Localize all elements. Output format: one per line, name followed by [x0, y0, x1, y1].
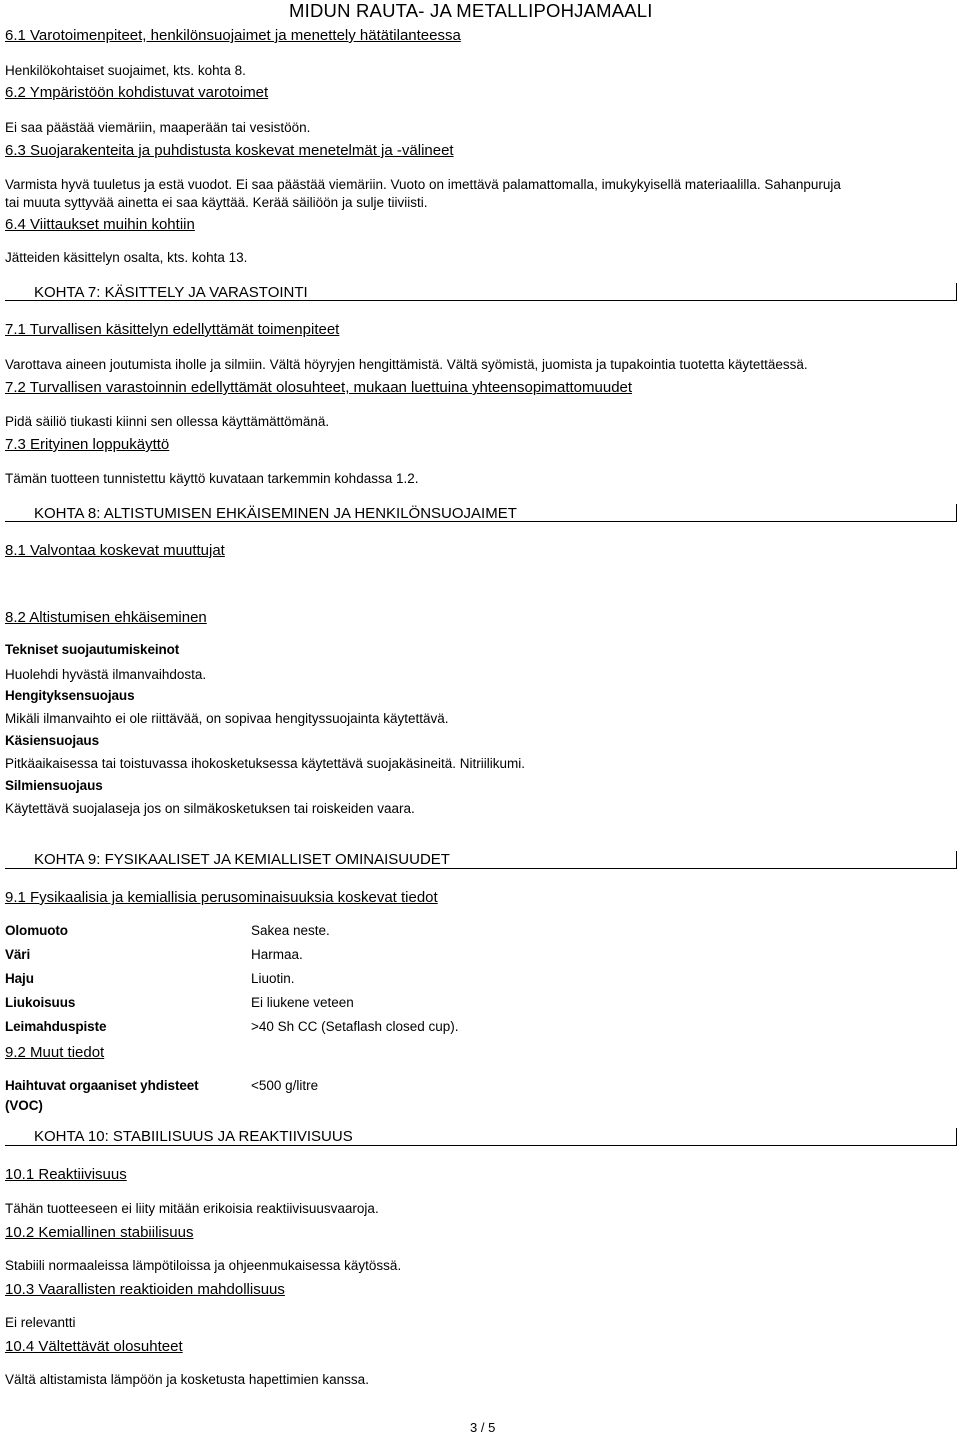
- heading-10-4: 10.4 Vältettävät olosuhteet: [5, 1338, 183, 1355]
- heading-6-3: 6.3 Suojarakenteita ja puhdistusta koskevat menetelmät ja -välineet: [5, 142, 454, 159]
- property-value: Ei liukene veteen: [251, 995, 354, 1010]
- heading-9-1: 9.1 Fysikaalisia ja kemiallisia perusominaisuuksia koskevat tiedot: [5, 889, 438, 906]
- section-10-title: KOHTA 10: STABIILISUUS JA REAKTIIVISUUS: [34, 1128, 353, 1145]
- property-label: Olomuoto: [5, 923, 68, 938]
- voc-label-abbrev: (VOC): [5, 1098, 43, 1113]
- text-10-4: Vältä altistamista lämpöön ja kosketusta hapettimien kanssa.: [5, 1372, 369, 1387]
- label-hand-protection: Käsiensuojaus: [5, 733, 99, 748]
- section-7-title: KOHTA 7: KÄSITTELY JA VARASTOINTI: [34, 284, 308, 301]
- label-respiratory-protection: Hengityksensuojaus: [5, 688, 135, 703]
- property-label: Leimahduspiste: [5, 1019, 107, 1034]
- heading-10-3: 10.3 Vaarallisten reaktioiden mahdollisuus: [5, 1281, 285, 1298]
- heading-7-3: 7.3 Erityinen loppukäyttö: [5, 436, 170, 453]
- property-value: >40 Sh CC (Setaflash closed cup).: [251, 1019, 459, 1034]
- text-6-1: Henkilökohtaiset suojaimet, kts. kohta 8.: [5, 63, 246, 78]
- property-label: Väri: [5, 947, 31, 962]
- voc-label: Haihtuvat orgaaniset yhdisteet: [5, 1078, 199, 1093]
- text-7-2: Pidä säiliö tiukasti kiinni sen ollessa käyttämättömänä.: [5, 414, 330, 429]
- heading-7-2: 7.2 Turvallisen varastoinnin edellyttämät olosuhteet, mukaan luettuina yhteensopimattomuudet: [5, 379, 633, 396]
- text-technical-measures: Huolehdi hyvästä ilmanvaihdosta.: [5, 667, 207, 682]
- heading-8-2: 8.2 Altistumisen ehkäiseminen: [5, 609, 207, 626]
- heading-10-2: 10.2 Kemiallinen stabiilisuus: [5, 1224, 194, 1241]
- text-respiratory-protection: Mikäli ilmanvaihto ei ole riittävää, on sopivaa hengityssuojainta käytettävä.: [5, 711, 449, 726]
- text-7-3: Tämän tuotteen tunnistettu käyttö kuvataan tarkemmin kohdassa 1.2.: [5, 471, 419, 486]
- text-10-1: Tähän tuotteeseen ei liity mitään erikoisia reaktiivisuusvaaroja.: [5, 1201, 379, 1216]
- heading-6-4: 6.4 Viittaukset muihin kohtiin: [5, 216, 195, 233]
- property-value: Sakea neste.: [251, 923, 330, 938]
- text-6-3-line1: Varmista hyvä tuuletus ja estä vuodot. Ei saa päästää viemäriin. Vuoto on imettävä palamattomalla, imukykyisellä materiaalilla. Sahanpuruja: [5, 177, 841, 192]
- heading-10-1: 10.1 Reaktiivisuus: [5, 1166, 127, 1183]
- page-number: 3 / 5: [470, 1420, 496, 1435]
- document-title: MIDUN RAUTA- JA METALLIPOHJAMAALI: [289, 0, 653, 21]
- text-eye-protection: Käytettävä suojalaseja jos on silmäkosketuksen tai roiskeiden vaara.: [5, 801, 415, 816]
- voc-value: <500 g/litre: [251, 1078, 319, 1093]
- label-technical-measures: Tekniset suojautumiskeinot: [5, 642, 180, 657]
- text-6-2: Ei saa päästää viemäriin, maaperään tai vesistöön.: [5, 120, 311, 135]
- text-hand-protection: Pitkäaikaisessa tai toistuvassa ihokosketuksessa käytettävä suojakäsineitä. Nitriilikumi.: [5, 756, 525, 771]
- label-eye-protection: Silmiensuojaus: [5, 778, 103, 793]
- text-10-2: Stabiili normaaleissa lämpötiloissa ja ohjeenmukaisessa käytössä.: [5, 1258, 402, 1273]
- property-value: Liuotin.: [251, 971, 295, 986]
- text-6-3-line2: tai muuta syttyvää ainetta ei saa käyttää. Kerää säiliöön ja sulje tiiviisti.: [5, 195, 428, 210]
- section-9-title: KOHTA 9: FYSIKAALISET JA KEMIALLISET OMINAISUUDET: [34, 851, 450, 868]
- property-label: Liukoisuus: [5, 995, 76, 1010]
- section-8-title: KOHTA 8: ALTISTUMISEN EHKÄISEMINEN JA HENKILÖNSUOJAIMET: [34, 505, 517, 522]
- property-label: Haju: [5, 971, 34, 986]
- heading-6-2: 6.2 Ympäristöön kohdistuvat varotoimet: [5, 84, 269, 101]
- heading-6-1: 6.1 Varotoimenpiteet, henkilönsuojaimet ja menettely hätätilanteessa: [5, 27, 461, 44]
- text-10-3: Ei relevantti: [5, 1315, 76, 1330]
- property-value: Harmaa.: [251, 947, 303, 962]
- text-7-1: Varottava aineen joutumista iholle ja silmiin. Vältä höyryjen hengittämistä. Vältä syömistä, juomista ja tupakointia tuotetta käytettäessä.: [5, 357, 808, 372]
- heading-7-1: 7.1 Turvallisen käsittelyn edellyttämät toimenpiteet: [5, 321, 340, 338]
- text-6-4: Jätteiden käsittelyn osalta, kts. kohta 13.: [5, 250, 248, 265]
- heading-8-1: 8.1 Valvontaa koskevat muuttujat: [5, 542, 225, 559]
- heading-9-2: 9.2 Muut tiedot: [5, 1044, 105, 1061]
